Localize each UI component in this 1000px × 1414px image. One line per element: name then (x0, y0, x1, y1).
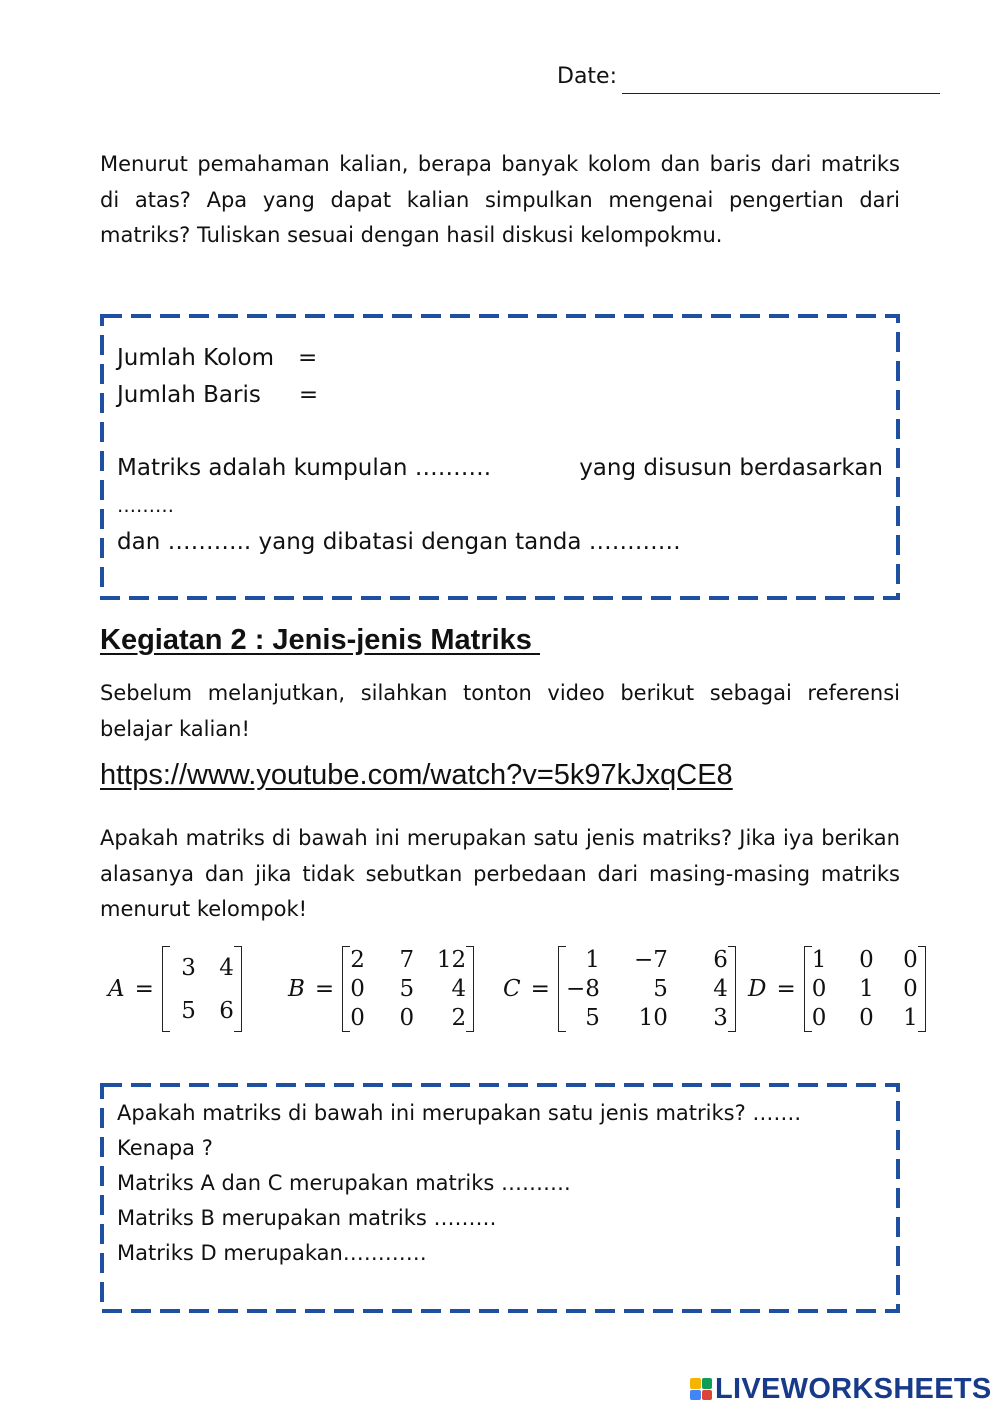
matrix-c-equals: = (530, 976, 550, 1002)
youtube-link[interactable]: https://www.youtube.com/watch?v=5k97kJxqCE8 (100, 759, 733, 791)
definition-line-2: ……… (117, 495, 174, 517)
column-count-line (117, 345, 317, 371)
answer-box-definition (100, 314, 900, 600)
column-count-equals: = (298, 345, 318, 371)
matrix-cell: −8 (565, 976, 600, 1002)
matrix-a-brackets (162, 946, 242, 1032)
matrix-cell: 0 (859, 947, 874, 973)
matrix-question-paragraph: Apakah matriks di bawah ini merupakan satu jenis matriks? Jika iya berikan alasanya dan jika tidak sebutkan perbedaan dari masing-masing matriks menurut kelompok! (100, 826, 900, 921)
matrix-cell: 10 (638, 1005, 668, 1031)
intro-paragraph: Menurut pemahaman kalian, berapa banyak kolom dan baris dari matriks di atas? Apa yang dapat kalian simpulkan mengenai pengertian dari matriks? Tuliskan sesuai dengan hasil diskusi kelompokmu. (100, 152, 900, 247)
liveworksheets-logo (690, 1374, 992, 1404)
matrix-d-brackets (804, 946, 926, 1032)
matrix-c-grid (558, 946, 736, 1032)
matrix-cell: 3 (713, 1005, 728, 1031)
matrix-cell: 1 (903, 1005, 918, 1031)
matrix-a-label: A (108, 976, 125, 1002)
matrix-d-equals: = (776, 976, 796, 1002)
matrix-cell: 0 (859, 1005, 874, 1031)
section-heading: Kegiatan 2 : Jenis-jenis Matriks (100, 624, 540, 656)
matrix-c (503, 944, 736, 1034)
matrix-a (108, 944, 242, 1034)
matrix-cell: 4 (219, 954, 234, 981)
matrix-cell: 7 (399, 947, 415, 973)
box2-line-matrix-d: Matriks D merupakan………… (117, 1241, 427, 1265)
matrix-cell: 1 (859, 976, 874, 1002)
matrix-b-brackets (342, 946, 474, 1032)
matrix-cell: 4 (713, 976, 728, 1002)
matrix-cell: 0 (399, 1005, 415, 1031)
matrix-d-grid (804, 946, 926, 1032)
matrix-cell: 5 (399, 976, 415, 1002)
matrix-cell: 1 (585, 947, 600, 973)
definition-line-1-right: yang disusun berdasarkan (579, 455, 883, 481)
matrix-cell: 2 (451, 1005, 467, 1031)
matrix-b (288, 944, 474, 1034)
date-field-line[interactable] (622, 93, 940, 94)
matrix-d-label: D (748, 976, 767, 1002)
answer-box-matrix-types (100, 1083, 900, 1313)
matrix-b-label: B (288, 976, 305, 1002)
logo-text: LIVEWORKSHEETS (715, 1372, 992, 1405)
matrix-b-equals: = (314, 976, 335, 1002)
matrix-cell: 0 (350, 976, 365, 1002)
matrix-cell: 6 (219, 997, 234, 1024)
box2-line-matrix-ac: Matriks A dan C merupakan matriks ………. (117, 1171, 571, 1195)
matrix-cell: 5 (653, 976, 668, 1002)
matrix-cell: 5 (181, 997, 196, 1024)
row-count-label: Jumlah Baris (117, 382, 261, 408)
column-count-label: Jumlah Kolom (117, 345, 275, 371)
matrix-cell: 0 (903, 976, 918, 1002)
definition-line-1 (117, 455, 883, 481)
matrix-cell: 6 (713, 947, 728, 973)
date-label: Date: (557, 64, 617, 89)
matrix-b-grid (342, 946, 474, 1032)
matrix-cell: 1 (811, 947, 827, 973)
matrix-c-brackets (558, 946, 736, 1032)
video-instruction-paragraph: Sebelum melanjutkan, silahkan tonton video berikut sebagai referensi belajar kalian! (100, 681, 900, 741)
matrix-cell: 0 (350, 1005, 365, 1031)
matrix-cell: 12 (436, 947, 467, 973)
matrix-a-equals: = (134, 976, 154, 1002)
matrix-cell: 3 (181, 954, 196, 981)
matrix-cell: 4 (451, 976, 467, 1002)
matrix-c-label: C (503, 976, 521, 1002)
matrix-cell: 0 (811, 1005, 827, 1031)
matrix-a-grid (162, 946, 242, 1032)
matrix-cell: 0 (811, 976, 827, 1002)
box2-line-why: Kenapa ? (117, 1136, 213, 1160)
definition-line-3: dan ……….. yang dibatasi dengan tanda ………… (117, 529, 681, 555)
matrix-cell: −7 (633, 947, 668, 973)
matrix-cell: 5 (585, 1005, 600, 1031)
matrices-row (108, 944, 938, 1040)
box2-line-question: Apakah matriks di bawah ini merupakan satu jenis matriks? ……. (117, 1101, 802, 1125)
matrix-d (748, 944, 926, 1034)
logo-grid-icon (690, 1378, 712, 1400)
definition-line-1-left: Matriks adalah kumpulan ………. (117, 455, 492, 481)
box2-line-matrix-b: Matriks B merupakan matriks ……… (117, 1206, 497, 1230)
matrix-cell: 0 (903, 947, 918, 973)
row-count-line (117, 382, 318, 408)
matrix-cell: 2 (350, 947, 365, 973)
row-count-equals: = (298, 382, 319, 408)
